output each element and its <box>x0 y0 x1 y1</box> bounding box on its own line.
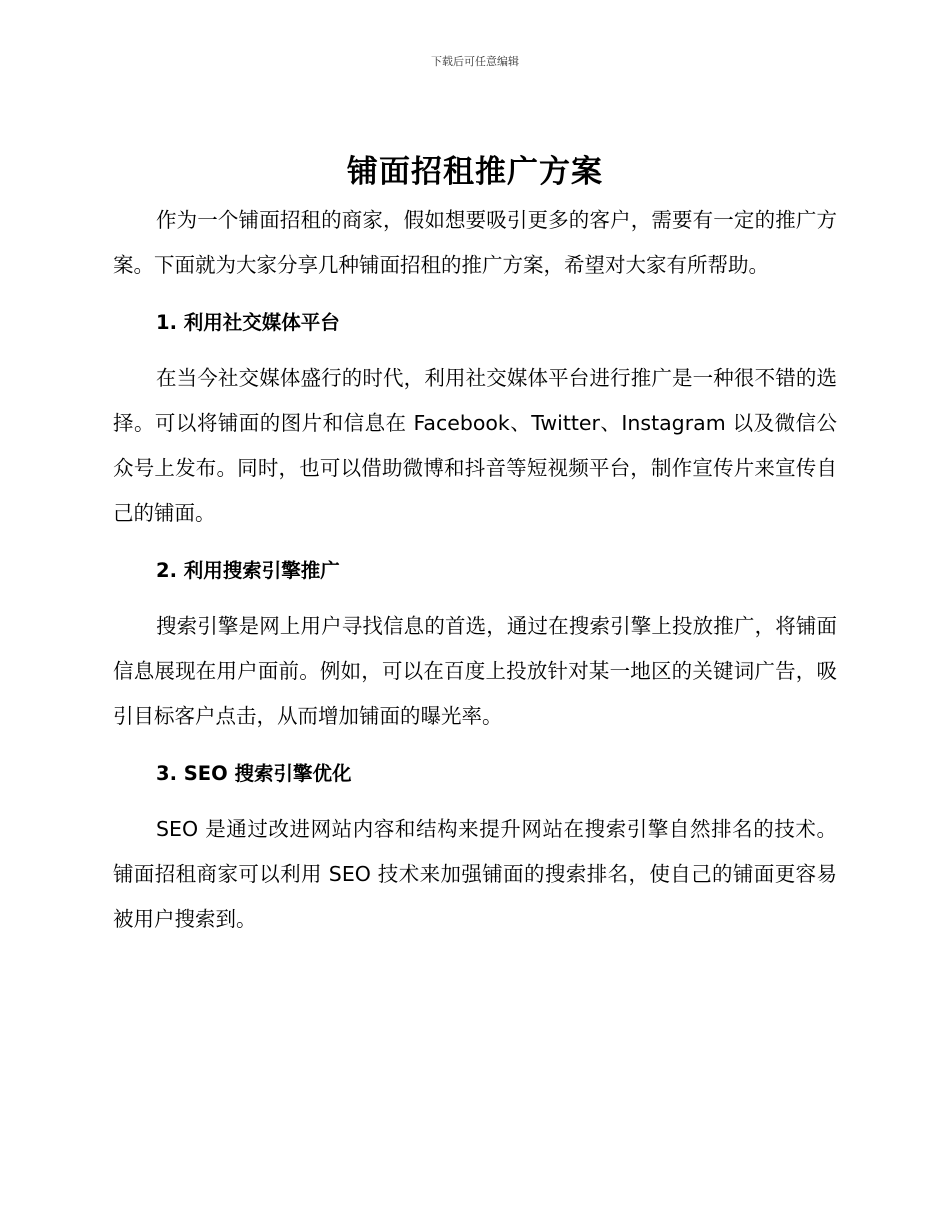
header-note: 下载后可任意编辑 <box>431 55 519 68</box>
intro-paragraph: 作为一个铺面招租的商家，假如想要吸引更多的客户，需要有一定的推广方案。下面就为大家分享几种铺面招租的推广方案，希望对大家有所帮助。 <box>113 208 837 278</box>
page-title: 铺面招租推广方案 <box>347 154 603 190</box>
section-search-engine <box>113 549 837 740</box>
section-heading: 2. 利用搜索引擎推广 <box>156 558 340 582</box>
section-heading: 1. 利用社交媒体平台 <box>156 310 340 334</box>
section-paragraph: SEO 是通过改进网站内容和结构来提升网站在搜索引擎自然排名的技术。铺面招租商家可以利用 SEO 技术来加强铺面的搜索排名，使自己的铺面更容易被用户搜索到。 <box>113 816 837 932</box>
section-seo <box>113 752 837 943</box>
section-social-media <box>113 301 837 537</box>
document-body <box>113 198 837 943</box>
section-paragraph: 搜索引擎是网上用户寻找信息的首选，通过在搜索引擎上投放推广，将铺面信息展现在用户面前。例如，可以在百度上投放针对某一地区的关键词广告，吸引目标客户点击，从而增加铺面的曝光率。 <box>113 613 837 729</box>
section-heading: 3. SEO 搜索引擎优化 <box>156 761 352 785</box>
section-paragraph: 在当今社交媒体盛行的时代，利用社交媒体平台进行推广是一种很不错的选择。可以将铺面的图片和信息在 Facebook、Twitter、Instagram 以及微信公众号上发布。同时，也可以借助微博和抖音等短视频平台，制作宣传片来宣传自己的铺面。 <box>113 365 837 526</box>
